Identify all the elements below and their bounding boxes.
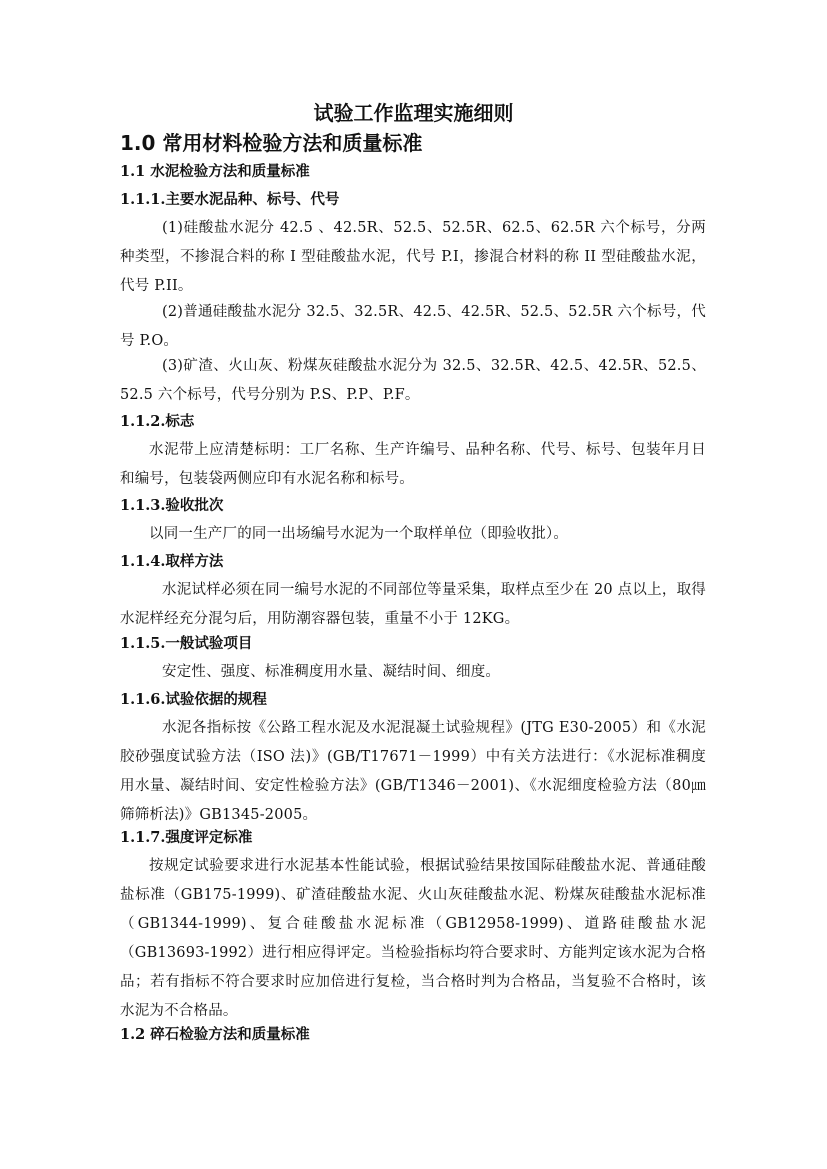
subsection-heading-1-1-4: 1.1.4.取样方法 [120,553,224,570]
subsection-heading-1-1-7: 1.1.7.强度评定标准 [120,829,253,846]
paragraph-1-1-6: 水泥各指标按《公路工程水泥及水泥混凝土试验规程》(JTG E30-2005）和《水泥胶砂强度试验方法（ISO 法)》(GB/T17671－1999）中有关方法进行：《水泥标准稠度用水量、凝结时间、安定性检验方法》(GB/T1346－2001)、《水泥细度检验方法（80㎛筛筛析法)》GB1345-2005。 [120,720,706,823]
paragraph-1-1-4: 水泥试样必须在同一编号水泥的不同部位等量采集，取样点至少在 20 点以上，取得水泥样经充分混匀后，用防潮容器包装，重量不小于 12KG。 [120,582,706,627]
subsection-heading-1-1-3: 1.1.3.验收批次 [120,497,224,514]
subsection-heading-1-1-2: 1.1.2.标志 [120,413,195,430]
paragraph-1-1-2: 水泥带上应清楚标明：工厂名称、生产许编号、品种名称、代号、标号、包装年月日和编号，包装袋两侧应印有水泥名称和标号。 [120,442,706,487]
subsection-heading-1-1-6: 1.1.6.试验依据的规程 [120,691,267,708]
subsection-heading-1-1-5: 1.1.5.一般试验项目 [120,635,253,652]
paragraph-1-1-7: 按规定试验要求进行水泥基本性能试验，根据试验结果按国际硅酸盐水泥、普通硅酸盐标准（GB175-1999)、矿渣硅酸盐水泥、火山灰硅酸盐水泥、粉煤灰硅酸盐水泥标准（GB1344-1999)、复合硅酸盐水泥标准（GB12958-1999)、道路硅酸盐水泥（GB13693-1992）进行相应得评定。当检验指标均符合要求时、方能判定该水泥为合格品；若有指标不符合要求时应加倍进行复检，当合格时判为合格品，当复验不合格时，该水泥为不合格品。 [120,858,706,1019]
document-title: 试验工作监理实施细则 [313,101,514,125]
section-heading-1-1: 1.1 水泥检验方法和质量标准 [120,163,310,180]
chapter-heading: 1.0 常用材料检验方法和质量标准 [120,131,423,155]
paragraph-1-1-1-c: (3)矿渣、火山灰、粉煤灰硅酸盐水泥分为 32.5、32.5R、42.5、42.5R、52.5、52.5 六个标号，代号分别为 P.S、P.P、P.F。 [120,358,706,403]
section-heading-1-2: 1.2 碎石检验方法和质量标准 [120,1026,310,1043]
subsection-heading-1-1-1: 1.1.1.主要水泥品种、标号、代号 [120,191,340,208]
paragraph-1-1-1-a: (1)硅酸盐水泥分 42.5 、42.5R、52.5、52.5R、62.5、62.5R 六个标号，分两种类型，不掺混合料的称 I 型硅酸盐水泥，代号 P.I，掺混合材料的称 II 型硅酸盐水泥，代号 P.II。 [120,220,706,294]
paragraph-1-1-1-b: (2)普通硅酸盐水泥分 32.5、32.5R、42.5、42.5R、52.5、52.5R 六个标号，代号 P.O。 [120,304,706,349]
paragraph-1-1-5: 安定性、强度、标准稠度用水量、凝结时间、细度。 [162,664,501,680]
paragraph-1-1-3: 以同一生产厂的同一出场编号水泥为一个取样单位（即验收批）。 [149,526,569,542]
